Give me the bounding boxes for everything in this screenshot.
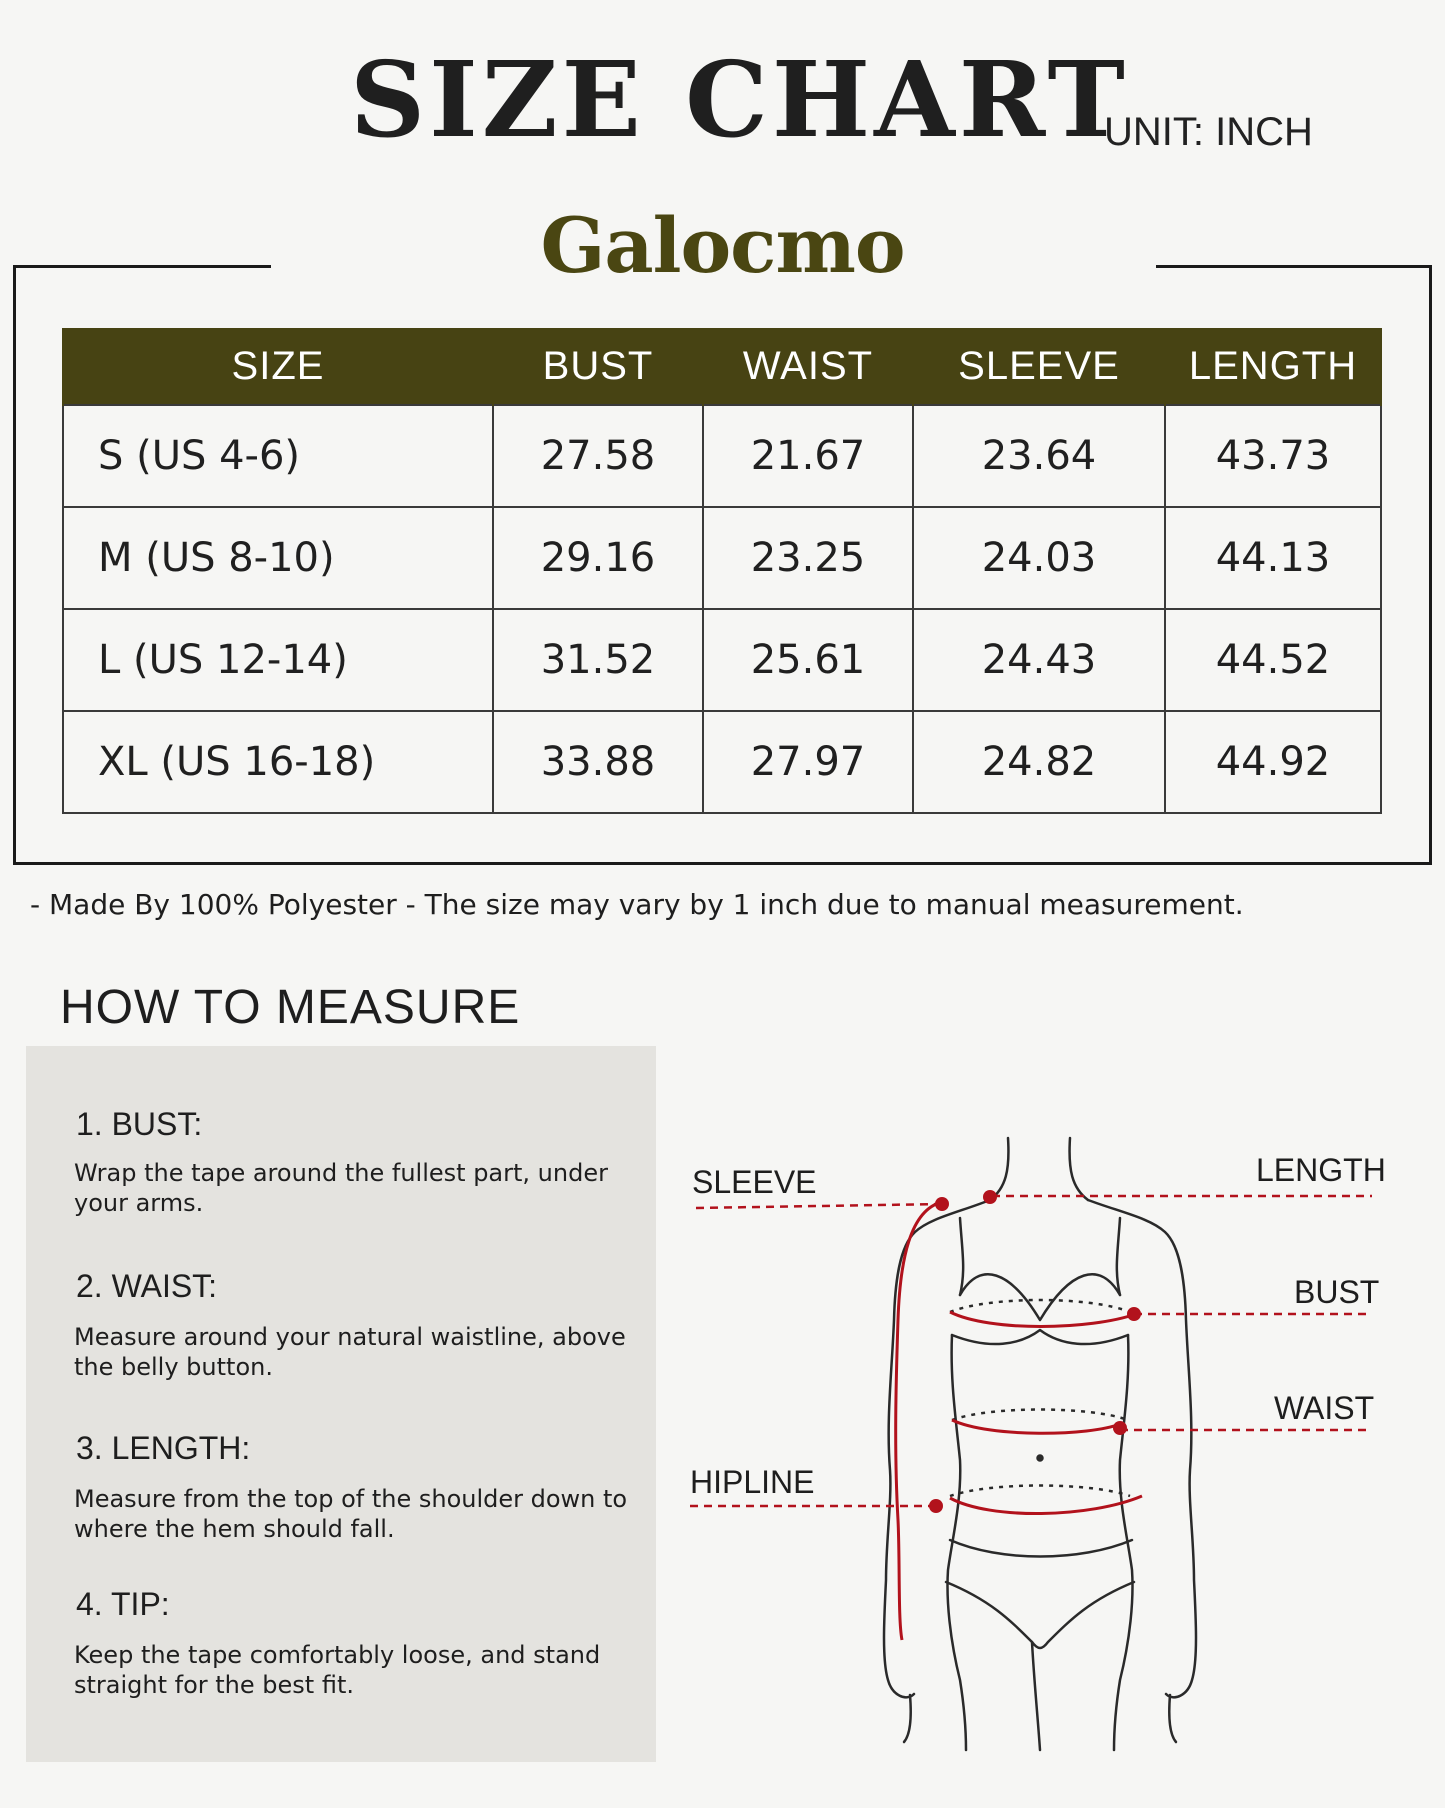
column-header-waist: WAIST	[703, 328, 913, 405]
how-to-measure-heading: HOW TO MEASURE	[60, 981, 521, 1034]
step-text-tip: Keep the tape comfortably loose, and stand straight for the best fit.	[74, 1641, 601, 1699]
size-table	[62, 328, 1382, 814]
length-cell: 44.13	[1165, 507, 1381, 609]
body-measurement-figure	[660, 1120, 1380, 1760]
column-header-bust: BUST	[493, 328, 703, 405]
sleeve-cell: 24.03	[913, 507, 1165, 609]
step-title-length: 3. LENGTH:	[76, 1430, 251, 1466]
step-title-waist: 2. WAIST:	[76, 1268, 218, 1304]
column-header-length: LENGTH	[1165, 328, 1381, 405]
table-row	[63, 405, 1381, 507]
measurement-front-lines	[896, 1202, 1142, 1640]
figure-label-hipline: HIPLINE	[690, 1464, 815, 1500]
sleeve-cell: 23.64	[913, 405, 1165, 507]
size-cell: XL (US 16-18)	[63, 711, 493, 813]
column-header-sleeve: SLEEVE	[913, 328, 1165, 405]
step-title-bust: 1. BUST:	[76, 1106, 203, 1142]
frame-top-left	[13, 265, 271, 268]
body-outline	[884, 1138, 1196, 1750]
table-row	[63, 507, 1381, 609]
step-text-waist: Measure around your natural waistline, above the belly button.	[74, 1323, 626, 1381]
size-cell: L (US 12-14)	[63, 609, 493, 711]
waist-cell: 23.25	[703, 507, 913, 609]
figure-label-bust: BUST	[1294, 1274, 1380, 1310]
measurement-leader-lines	[690, 1196, 1375, 1506]
table-header-row	[63, 328, 1381, 405]
length-cell: 44.92	[1165, 711, 1381, 813]
frame-left	[13, 265, 16, 865]
table-row	[63, 609, 1381, 711]
bust-cell: 29.16	[493, 507, 703, 609]
step-text-bust: Wrap the tape around the fullest part, under your arms.	[74, 1159, 608, 1217]
length-cell: 44.52	[1165, 609, 1381, 711]
figure-label-length: LENGTH	[1256, 1152, 1386, 1188]
figure-label-sleeve: SLEEVE	[692, 1164, 817, 1200]
length-cell: 43.73	[1165, 405, 1381, 507]
size-cell: S (US 4-6)	[63, 405, 493, 507]
bust-cell: 27.58	[493, 405, 703, 507]
step-title-tip: 4. TIP:	[76, 1586, 170, 1622]
waist-cell: 25.61	[703, 609, 913, 711]
sleeve-cell: 24.43	[913, 609, 1165, 711]
waist-cell: 27.97	[703, 711, 913, 813]
instructions-panel	[26, 1046, 656, 1762]
bust-cell: 31.52	[493, 609, 703, 711]
size-cell: M (US 8-10)	[63, 507, 493, 609]
table-row	[63, 711, 1381, 813]
material-note: - Made By 100% Polyester - The size may vary by 1 inch due to manual measurement.	[30, 888, 1244, 921]
sleeve-cell: 24.82	[913, 711, 1165, 813]
unit-label: UNIT: INCH	[1104, 110, 1313, 154]
waist-cell: 21.67	[703, 405, 913, 507]
frame-bottom	[13, 862, 1432, 865]
page-title: SIZE CHART	[350, 38, 1129, 161]
brand-logo: Galocmo	[540, 201, 905, 290]
figure-label-waist: WAIST	[1274, 1390, 1375, 1426]
frame-top-right	[1156, 265, 1432, 268]
column-header-size: SIZE	[63, 328, 493, 405]
bust-cell: 33.88	[493, 711, 703, 813]
step-text-length: Measure from the top of the shoulder down to where the hem should fall.	[74, 1485, 628, 1543]
frame-right	[1429, 265, 1432, 865]
